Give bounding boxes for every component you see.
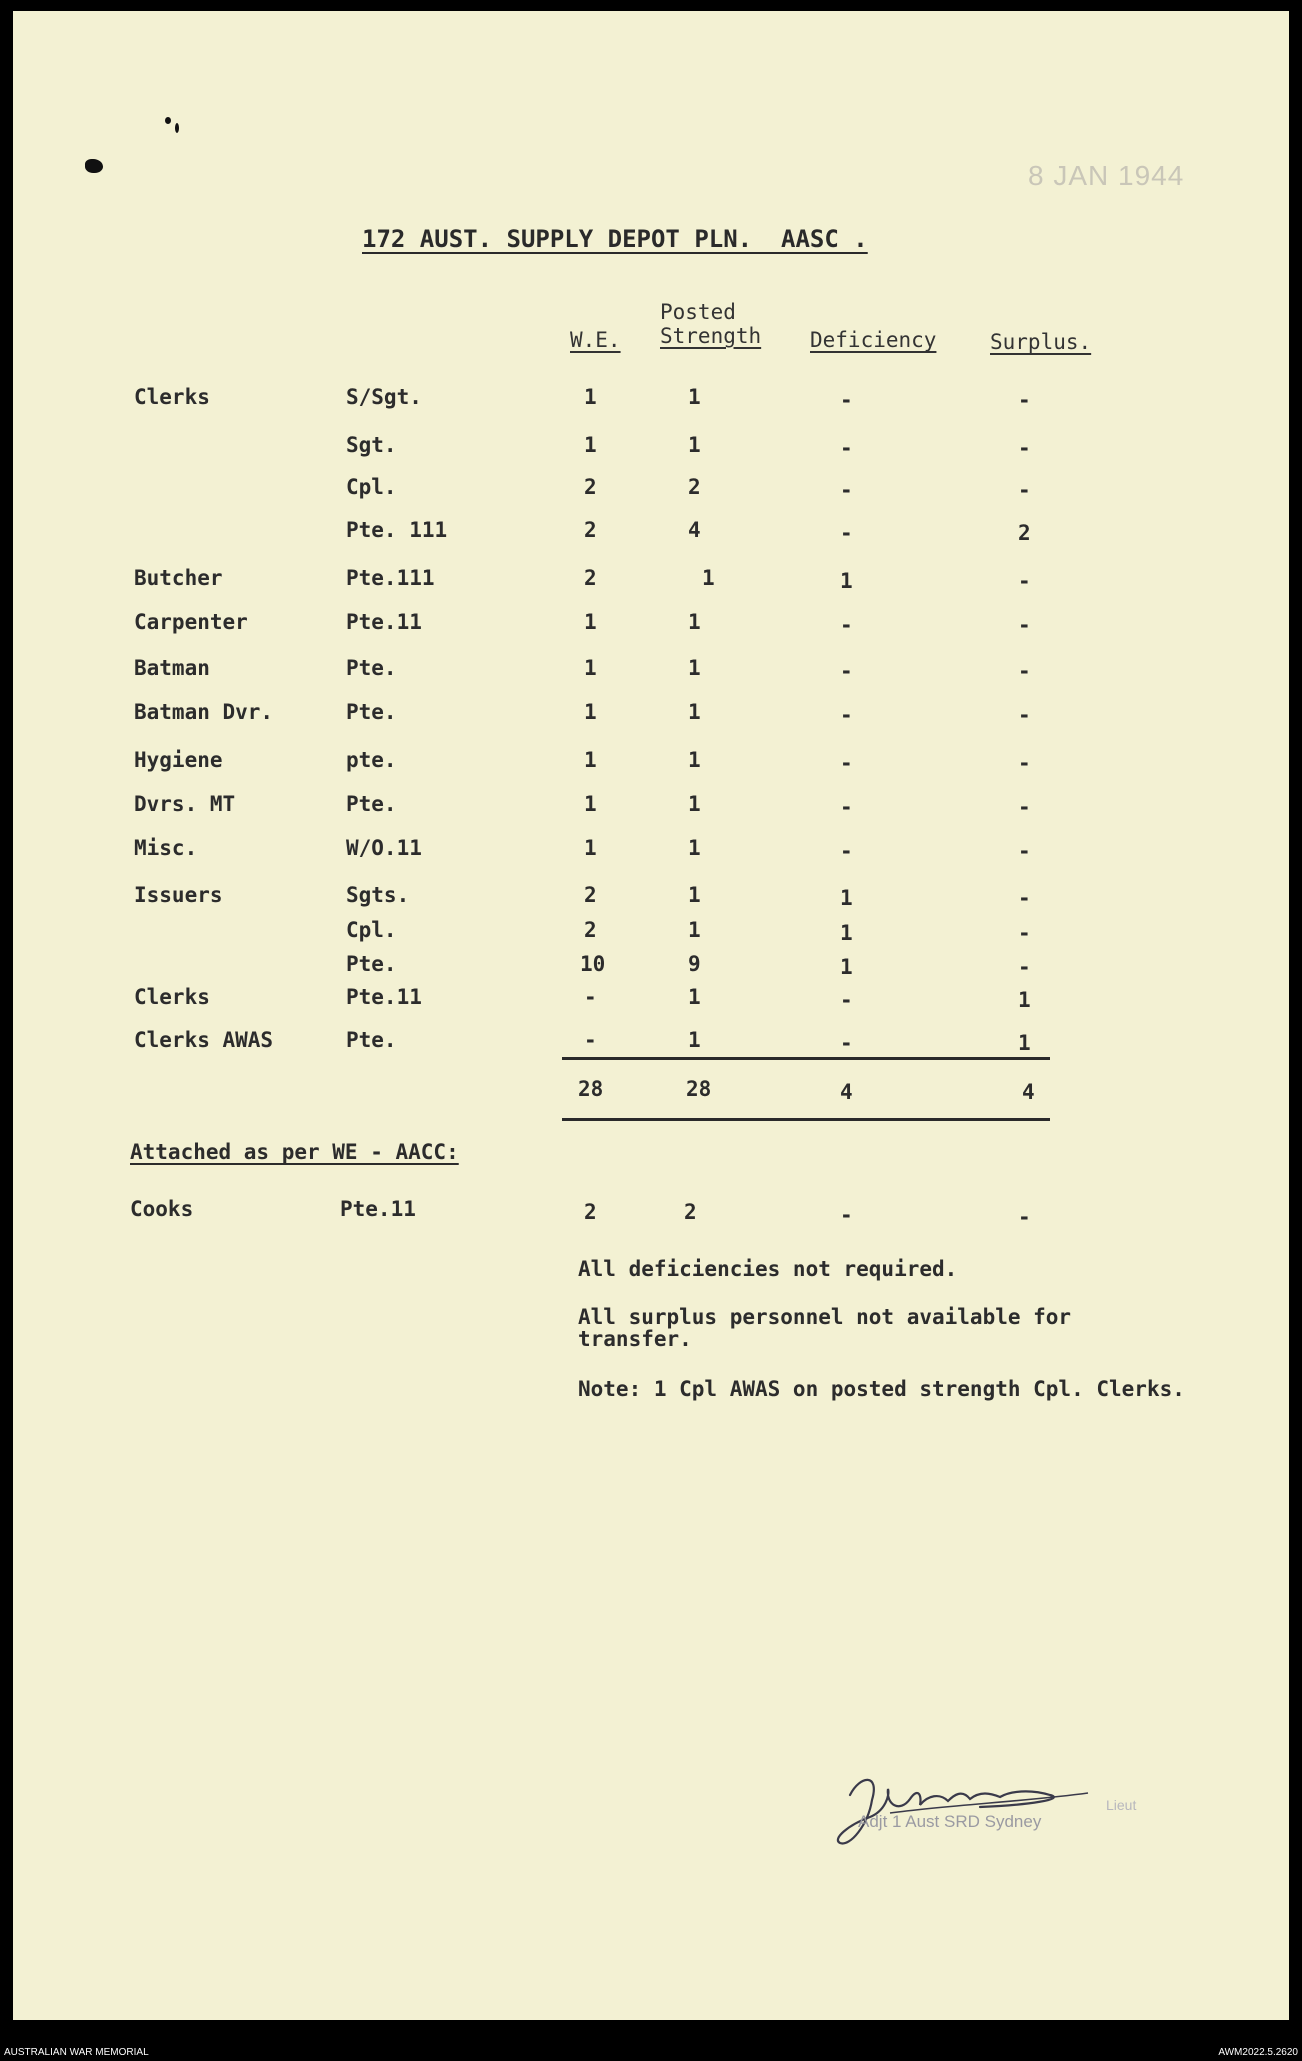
attached-posted: 2 bbox=[684, 1200, 697, 1224]
table-cell-we: - bbox=[584, 985, 597, 1009]
table-cell-surplus: - bbox=[1018, 703, 1031, 727]
table-cell-rank: Pte. bbox=[346, 952, 397, 976]
table-cell-posted: 9 bbox=[688, 952, 701, 976]
attached-deficiency: - bbox=[840, 1203, 853, 1227]
table-cell-posted: 1 bbox=[688, 985, 701, 1009]
total-posted: 28 bbox=[686, 1077, 712, 1101]
table-cell-posted: 1 bbox=[688, 433, 701, 457]
table-cell-posted: 1 bbox=[688, 918, 701, 942]
table-cell-deficiency: - bbox=[840, 751, 853, 775]
table-cell-posted: 2 bbox=[688, 475, 701, 499]
table-cell-deficiency: 1 bbox=[840, 569, 853, 593]
table-cell-rank: Pte. bbox=[346, 700, 397, 724]
table-cell-category: Clerks AWAS bbox=[134, 1028, 274, 1052]
table-cell-we: 1 bbox=[584, 433, 597, 457]
table-cell-we: 1 bbox=[584, 656, 597, 680]
table-cell-posted: 1 bbox=[688, 610, 701, 634]
table-cell-category: Issuers bbox=[134, 883, 223, 907]
table-cell-we: 2 bbox=[584, 475, 597, 499]
header-posted-line1: Posted bbox=[660, 300, 736, 324]
table-cell-posted: 1 bbox=[688, 748, 701, 772]
table-cell-deficiency: - bbox=[840, 388, 853, 412]
table-cell-posted: 1 bbox=[688, 385, 701, 409]
table-cell-surplus: - bbox=[1018, 659, 1031, 683]
table-cell-deficiency: - bbox=[840, 436, 853, 460]
attached-category: Cooks bbox=[130, 1197, 194, 1221]
table-cell-rank: W/O.11 bbox=[346, 836, 422, 860]
table-cell-rank: Cpl. bbox=[346, 475, 397, 499]
table-cell-deficiency: - bbox=[840, 703, 853, 727]
received-date-stamp: 8 JAN 1944 bbox=[1028, 160, 1185, 191]
table-cell-rank: Pte. bbox=[346, 792, 397, 816]
table-cell-rank: Pte.11 bbox=[346, 610, 422, 634]
table-cell-surplus: - bbox=[1018, 955, 1031, 979]
table-cell-surplus: 1 bbox=[1018, 1031, 1031, 1055]
table-cell-rank: Pte. 111 bbox=[346, 518, 448, 542]
table-cell-category: Butcher bbox=[134, 566, 223, 590]
table-cell-surplus: - bbox=[1018, 839, 1031, 863]
table-cell-category: Batman bbox=[134, 656, 210, 680]
table-cell-deficiency: - bbox=[840, 521, 853, 545]
table-cell-category: Clerks bbox=[134, 385, 210, 409]
table-cell-we: 10 bbox=[580, 952, 606, 976]
table-cell-rank: Pte.11 bbox=[346, 985, 422, 1009]
table-cell-category: Batman Dvr. bbox=[134, 700, 274, 724]
table-cell-surplus: - bbox=[1018, 388, 1031, 412]
table-cell-posted: 4 bbox=[688, 518, 701, 542]
footer-left-label: AUSTRALIAN WAR MEMORIAL bbox=[4, 2047, 149, 2058]
table-cell-posted: 1 bbox=[702, 566, 715, 590]
table-cell-deficiency: 1 bbox=[840, 921, 853, 945]
table-cell-rank: Sgt. bbox=[346, 433, 397, 457]
table-cell-surplus: - bbox=[1018, 795, 1031, 819]
table-cell-rank: Cpl. bbox=[346, 918, 397, 942]
attached-surplus: - bbox=[1018, 1205, 1031, 1229]
attached-heading: Attached as per WE - AACC: bbox=[130, 1140, 459, 1164]
table-cell-we: - bbox=[584, 1028, 597, 1052]
table-cell-category: Carpenter bbox=[134, 610, 248, 634]
signature-stamp: Adjt 1 Aust SRD Sydney bbox=[858, 1812, 1042, 1831]
table-cell-surplus: - bbox=[1018, 478, 1031, 502]
total-rule-top bbox=[562, 1057, 1050, 1060]
document-title: 172 AUST. SUPPLY DEPOT PLN. AASC . bbox=[362, 225, 868, 253]
table-cell-we: 2 bbox=[584, 883, 597, 907]
table-cell-surplus: 2 bbox=[1018, 521, 1031, 545]
table-cell-category: Misc. bbox=[134, 836, 198, 860]
table-cell-deficiency: - bbox=[840, 659, 853, 683]
table-cell-surplus: 1 bbox=[1018, 988, 1031, 1012]
table-cell-we: 2 bbox=[584, 918, 597, 942]
table-cell-surplus: - bbox=[1018, 751, 1031, 775]
table-cell-posted: 1 bbox=[688, 836, 701, 860]
paper-mark bbox=[175, 123, 179, 133]
header-posted-line2: Strength bbox=[660, 324, 762, 348]
note-surplus: All surplus personnel not available for transfer. bbox=[578, 1305, 1072, 1351]
table-cell-we: 1 bbox=[584, 836, 597, 860]
table-cell-surplus: - bbox=[1018, 613, 1031, 637]
table-cell-rank: S/Sgt. bbox=[346, 385, 422, 409]
table-cell-posted: 1 bbox=[688, 700, 701, 724]
table-cell-posted: 1 bbox=[688, 792, 701, 816]
table-cell-category: Dvrs. MT bbox=[134, 792, 236, 816]
table-cell-we: 1 bbox=[584, 700, 597, 724]
table-cell-rank: Pte.111 bbox=[346, 566, 435, 590]
table-cell-we: 2 bbox=[584, 518, 597, 542]
total-surplus: 4 bbox=[1022, 1080, 1035, 1104]
table-cell-posted: 1 bbox=[688, 656, 701, 680]
table-cell-we: 1 bbox=[584, 792, 597, 816]
note-deficiencies: All deficiencies not required. bbox=[578, 1257, 958, 1281]
attached-rank: Pte.11 bbox=[340, 1197, 416, 1221]
table-cell-deficiency: 1 bbox=[840, 886, 853, 910]
table-cell-deficiency: 1 bbox=[840, 955, 853, 979]
table-cell-deficiency: - bbox=[840, 478, 853, 502]
header-surplus: Surplus. bbox=[990, 330, 1092, 354]
note-awas: Note: 1 Cpl AWAS on posted strength Cpl. Clerks. bbox=[578, 1377, 1185, 1401]
header-deficiency: Deficiency bbox=[810, 328, 937, 352]
table-cell-we: 1 bbox=[584, 748, 597, 772]
table-cell-rank: pte. bbox=[346, 748, 397, 772]
table-cell-we: 1 bbox=[584, 385, 597, 409]
table-cell-deficiency: - bbox=[840, 839, 853, 863]
paper-mark bbox=[165, 117, 171, 124]
table-cell-posted: 1 bbox=[688, 1028, 701, 1052]
table-cell-rank: Pte. bbox=[346, 1028, 397, 1052]
table-cell-we: 2 bbox=[584, 566, 597, 590]
table-cell-deficiency: - bbox=[840, 988, 853, 1012]
table-cell-deficiency: - bbox=[840, 1031, 853, 1055]
handwritten-signature bbox=[830, 1755, 1150, 1865]
table-cell-deficiency: - bbox=[840, 795, 853, 819]
table-cell-surplus: - bbox=[1018, 886, 1031, 910]
table-cell-rank: Sgts. bbox=[346, 883, 410, 907]
paper-mark bbox=[85, 159, 103, 173]
total-we: 28 bbox=[578, 1077, 604, 1101]
table-cell-surplus: - bbox=[1018, 921, 1031, 945]
signature-stamp-rank: Lieut bbox=[1106, 1797, 1137, 1813]
document-page bbox=[13, 11, 1289, 2020]
table-cell-category: Hygiene bbox=[134, 748, 223, 772]
table-cell-surplus: - bbox=[1018, 436, 1031, 460]
table-cell-posted: 1 bbox=[688, 883, 701, 907]
footer-right-label: AWM2022.5.2620 bbox=[1218, 2047, 1298, 2058]
table-cell-we: 1 bbox=[584, 610, 597, 634]
table-cell-surplus: - bbox=[1018, 569, 1031, 593]
header-we: W.E. bbox=[570, 328, 621, 352]
table-cell-category: Clerks bbox=[134, 985, 210, 1009]
table-cell-deficiency: - bbox=[840, 613, 853, 637]
table-cell-rank: Pte. bbox=[346, 656, 397, 680]
attached-we: 2 bbox=[584, 1200, 597, 1224]
total-rule-bottom bbox=[562, 1118, 1050, 1121]
total-deficiency: 4 bbox=[840, 1080, 853, 1104]
